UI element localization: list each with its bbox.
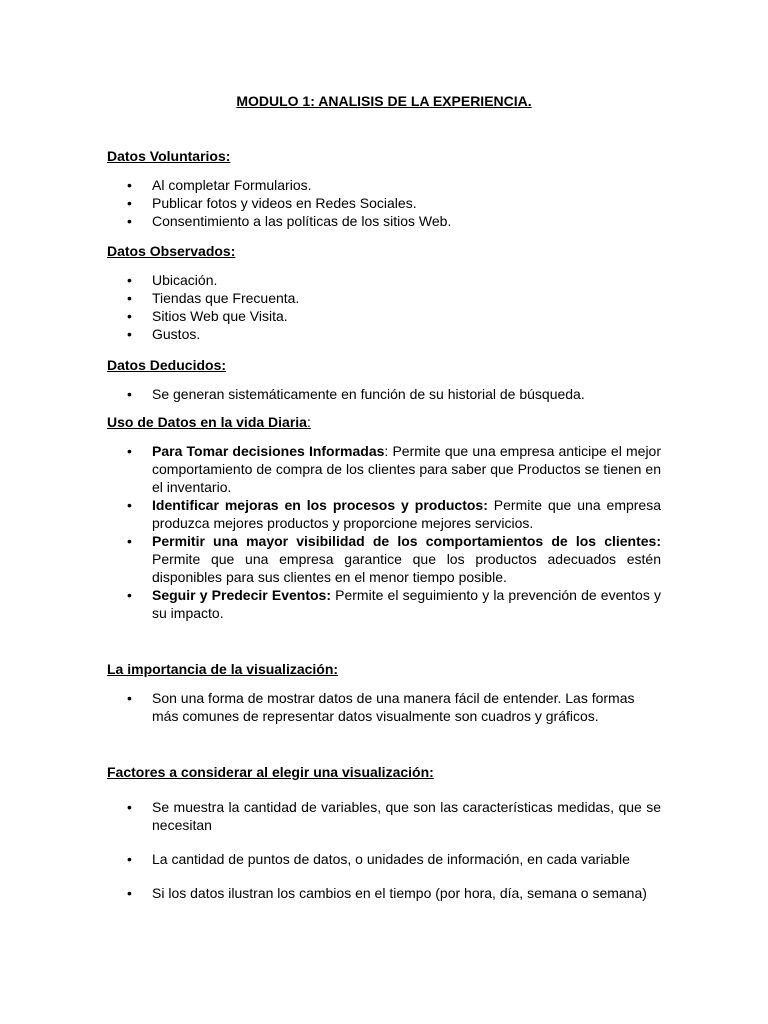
list-item: • Gustos. xyxy=(127,326,201,342)
bullet-icon: • xyxy=(127,308,132,324)
heading-uso-de-datos: Uso de Datos en la vida Diaria: xyxy=(107,414,311,430)
bullet-icon: • xyxy=(127,587,132,603)
list-item: • Identificar mejoras en los procesos y productos: Permite que una empresa produzca mejores productos y proporcione mejores servicios. xyxy=(127,497,662,531)
list-item: • Al completar Formularios. xyxy=(127,177,312,193)
list-item: • La cantidad de puntos de datos, o unidades de información, en cada variable xyxy=(127,851,630,867)
heading-datos-observados: Datos Observados: xyxy=(107,243,236,259)
list-importancia-visualizacion xyxy=(107,689,661,725)
list-item: • Sitios Web que Visita. xyxy=(127,308,288,324)
heading-factores-visualizacion: Factores a considerar al elegir una visualización: xyxy=(107,764,434,780)
list-datos-deducidos xyxy=(107,385,661,403)
heading-importancia-visualizacion: La importancia de la visualización: xyxy=(107,661,339,677)
heading-datos-voluntarios: Datos Voluntarios: xyxy=(107,148,231,164)
bullet-icon: • xyxy=(127,851,132,867)
list-factores-visualizacion xyxy=(107,798,661,918)
bullet-icon: • xyxy=(127,290,132,306)
list-uso-de-datos xyxy=(107,442,661,622)
bullet-icon: • xyxy=(127,272,132,288)
list-item: • Publicar fotos y videos en Redes Sociales. xyxy=(127,195,417,211)
bullet-icon: • xyxy=(127,326,132,342)
list-item: • Ubicación. xyxy=(127,272,218,288)
bullet-icon: • xyxy=(127,799,132,815)
document-title: MODULO 1: ANALISIS DE LA EXPERIENCIA. xyxy=(236,93,532,109)
heading-datos-deducidos: Datos Deducidos: xyxy=(107,357,227,373)
list-item: • Permitir una mayor visibilidad de los comportamientos de los clientes: Permite que una empresa garantice que los productos adecuados estén disponibles para sus clientes en el menor tiempo posible. xyxy=(127,533,661,585)
bullet-icon: • xyxy=(127,386,132,402)
list-item: • Si los datos ilustran los cambios en el tiempo (por hora, día, semana o semana) xyxy=(127,885,647,901)
list-item: • Se muestra la cantidad de variables, que son las características medidas, que se necesitan xyxy=(127,799,661,833)
bullet-icon: • xyxy=(127,213,132,229)
bullet-icon: • xyxy=(127,533,132,549)
bullet-icon: • xyxy=(127,443,132,459)
list-item: • Consentimiento a las políticas de los sitios Web. xyxy=(127,213,452,229)
bullet-icon: • xyxy=(127,690,132,706)
list-datos-observados xyxy=(107,271,661,343)
list-item: • Se generan sistemáticamente en función de su historial de búsqueda. xyxy=(127,386,585,402)
bullet-icon: • xyxy=(127,195,132,211)
bullet-icon: • xyxy=(127,177,132,193)
list-item: • Tiendas que Frecuenta. xyxy=(127,290,300,306)
list-item: • Para Tomar decisiones Informadas: Permite que una empresa anticipe el mejor comportamiento de compra de los clientes para saber que Productos se tienen en el inventario. xyxy=(127,443,661,495)
list-datos-voluntarios xyxy=(107,176,661,230)
list-item: • Son una forma de mostrar datos de una manera fácil de entender. Las formas más comunes de representar datos visualmente son cuadros y gráficos. xyxy=(127,690,635,724)
list-item: • Seguir y Predecir Eventos: Permite el seguimiento y la prevención de eventos y su impacto. xyxy=(127,587,661,621)
bullet-icon: • xyxy=(127,497,132,513)
bullet-icon: • xyxy=(127,885,132,901)
